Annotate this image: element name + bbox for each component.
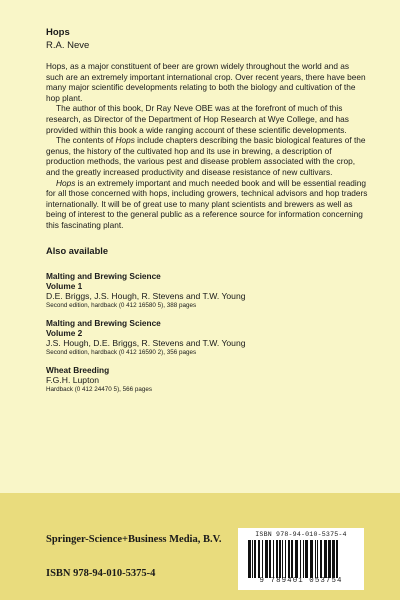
related-book	[46, 271, 368, 310]
blurb-area	[46, 27, 368, 402]
related-book-note: Hardback (0 412 24470 5), 566 pages	[46, 385, 153, 393]
book-title: Hops	[46, 27, 70, 38]
barcode-bar	[324, 540, 327, 578]
barcode-bar	[320, 540, 322, 578]
related-book-volume: Volume 2	[46, 327, 83, 338]
blurb-paragraph: Hops is an extremely important and much needed book and will be essential reading for all those concerned with hops, including growers, technical advisors and hop traders internationally. It will be of great use to many plant scientists and brewers as well as being of interest to the general public as a reference source for information concerning this fascinating plant.	[46, 177, 368, 230]
barcode-bar	[328, 540, 331, 578]
blurb-paragraph: The author of this book, Dr Ray Neve OBE was at the forefront of much of this research, as Director of the Department of Hop Research at Wye College, and has provided within this book a wide ranging account of these scientific developments.	[46, 103, 349, 135]
related-book-authors: J.S. Hough, D.E. Briggs, R. Stevens and T.W. Young	[46, 337, 246, 348]
barcode-bars	[248, 540, 354, 578]
related-book-title: Malting and Brewing Science	[46, 270, 161, 281]
barcode-bar	[273, 540, 274, 578]
barcode-digits: 9 789401 053754	[259, 577, 343, 585]
barcode-bar	[336, 540, 338, 578]
related-book-title: Malting and Brewing Science	[46, 317, 161, 328]
barcode-bar	[291, 540, 293, 578]
barcode-isbn-text: ISBN 978-94-010-5375-4	[255, 531, 347, 538]
publisher-name: Springer-Science+Business Media, B.V.	[46, 534, 222, 545]
isbn-label: ISBN 978-94-010-5375-4	[46, 568, 156, 579]
barcode-bar	[310, 540, 313, 578]
book-author: R.A. Neve	[46, 40, 90, 51]
barcode-bar	[262, 540, 263, 578]
barcode-bar	[269, 540, 271, 578]
barcode-bar	[276, 540, 278, 578]
barcode-bar	[282, 540, 283, 578]
related-book	[46, 318, 368, 357]
related-book-authors: D.E. Briggs, J.S. Hough, R. Stevens and T.W. Young	[46, 290, 246, 301]
barcode-bar	[317, 540, 318, 578]
barcode-bar	[303, 540, 304, 578]
related-book-volume: Volume 1	[46, 280, 83, 291]
barcode-bar	[248, 540, 251, 578]
barcode-bar	[265, 540, 268, 578]
barcode-bar	[300, 540, 301, 578]
blurb-paragraph: Hops, as a major constituent of beer are grown widely throughout the world and as such are an extremely important international crop. Over recent years, there have been many major scientific developments relating to both the biology and cultivation of the hop plant.	[46, 61, 366, 103]
barcode-bar	[279, 540, 281, 578]
blurb-paragraph: The contents of Hops include chapters describing the basic biological features of the genus, the history of the cultivated hop and its use in brewing, a description of production methods, the various pest and disease problem associated with the crop, and the greatly increased productivity and disease resistance of new cultivars.	[46, 135, 366, 177]
related-book-authors: F.G.H. Lupton	[46, 374, 100, 385]
barcode-bar	[295, 540, 298, 578]
barcode-bar	[285, 540, 286, 578]
barcode-bar	[315, 540, 316, 578]
also-available-heading: Also available	[46, 245, 109, 256]
barcode	[238, 528, 364, 590]
barcode-bar	[305, 540, 308, 578]
related-book-note: Second edition, hardback (0 412 16590 2), 356 pages	[46, 348, 197, 356]
barcode-bar	[252, 540, 253, 578]
barcode-bar	[332, 540, 335, 578]
barcode-bar	[254, 540, 256, 578]
related-book	[46, 365, 368, 394]
barcode-bar	[288, 540, 290, 578]
barcode-bar	[258, 540, 260, 578]
related-book-note: Second edition, hardback (0 412 16580 5), 388 pages	[46, 301, 197, 309]
related-book-title: Wheat Breeding	[46, 364, 110, 375]
